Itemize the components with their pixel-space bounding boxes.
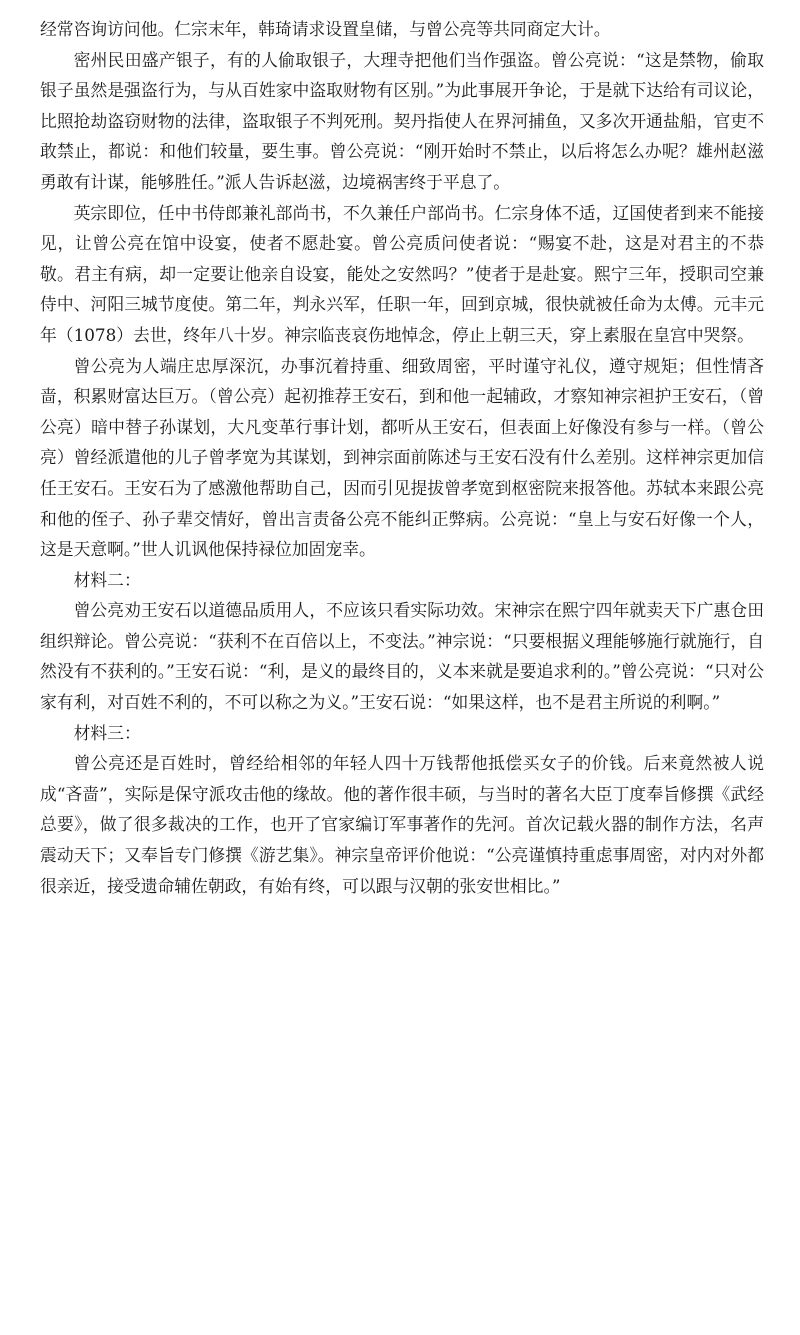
document-body [40,14,764,901]
heading-material-two: 材料二： [73,569,141,590]
paragraph-continuation: 经常咨询访问他。仁宗末年，韩琦请求设置皇储，与曾公亮等共同商定大计。 [40,19,611,39]
paragraph-character: 曾公亮为人端庄忠厚深沉，办事沉着持重、细致周密，平时谨守礼仪，遵守规矩；但性情吝啬，积累财富达巨万。（曾公亮）起初推荐王安石，到和他一起辅政，才察知神宗袒护王安石，（曾公亮）暗中替子孙谋划，大凡变革行事计划，都听从王安石，但表面上好像没有参与一样。（曾公亮）曾经派遣他的儿子曾孝宽为其谋划，到神宗面前陈述与王安石没有什么差别。这样神宗更加信任王安石。王安石为了感激他帮助自己，因而引见提拔曾孝宽到枢密院来报答他。苏轼本来跟公亮和他的侄子、孙子辈交情好，曾出言责备公亮不能纠正弊病。公亮说：“皇上与安石好像一个人，这是天意啊。”世人讥讽他保持禄位加固宠幸。 [40,355,764,560]
heading-material-three: 材料三： [73,722,141,743]
paragraph-yingzong-accession: 英宗即位，任中书侍郎兼礼部尚书，不久兼任户部尚书。仁宗身体不适，辽国使者到来不能接见，让曾公亮在馆中设宴，使者不愿赴宴。曾公亮质问使者说：“赐宴不赴，这是对君主的不恭敬。君主有病，却一定要让他亲自设宴，能处之安然吗？”使者于是赴宴。熙宁三年，授职司空兼侍中、河阳三城节度使。第二年，判永兴军，任职一年，回到京城，很快就被任命为太傅。元丰元年（1078）去世，终年八十岁。神宗临丧哀伤地悼念，停止上朝三天，穿上素服在皇宫中哭祭。 [40,202,764,345]
paragraph-material-two: 曾公亮劝王安石以道德品质用人，不应该只看实际功效。宋神宗在熙宁四年就卖天下广惠仓田组织辩论。曾公亮说：“获利不在百倍以上，不变法。”神宗说：“只要根据义理能够施行就施行，自然没有不获利的。”王安石说：“利，是义的最终目的，义本来就是要追求利的。”曾公亮说：“只对公家有利，对百姓不利的，不可以称之为义。”王安石说：“如果这样，也不是君主所说的利啊。” [40,600,764,713]
paragraph-mizhou-silver: 密州民田盛产银子，有的人偷取银子，大理寺把他们当作强盗。曾公亮说：“这是禁物，偷取银子虽然是强盗行为，与从百姓家中盗取财物有区别。”为此事展开争论，于是就下达给有司议论，比照抢劫盗窃财物的法律，盗取银子不判死刑。契丹指使人在界河捕鱼，又多次开通盐船，官吏不敢禁止，都说：和他们较量，要生事。曾公亮说：“刚开始时不禁止，以后将怎么办呢？雄州赵滋勇敢有计谋，能够胜任。”派人告诉赵滋，边境祸害终于平息了。 [40,49,764,192]
paragraph-material-three: 曾公亮还是百姓时，曾经给相邻的年轻人四十万钱帮他抵偿买女子的价钱。后来竟然被人说成“吝啬”，实际是保守派攻击他的缘故。他的著作很丰硕，与当时的著名大臣丁度奉旨修撰《武经总要》，做了很多裁决的工作，也开了官家编订军事著作的先河。首次记载火器的制作方法，名声震动天下；又奉旨专门修撰《游艺集》。神宗皇帝评价他说：“公亮谨慎持重虑事周密，对内对外都很亲近，接受遗命辅佐朝政，有始有终，可以跟与汉朝的张安世相比。” [40,753,764,896]
